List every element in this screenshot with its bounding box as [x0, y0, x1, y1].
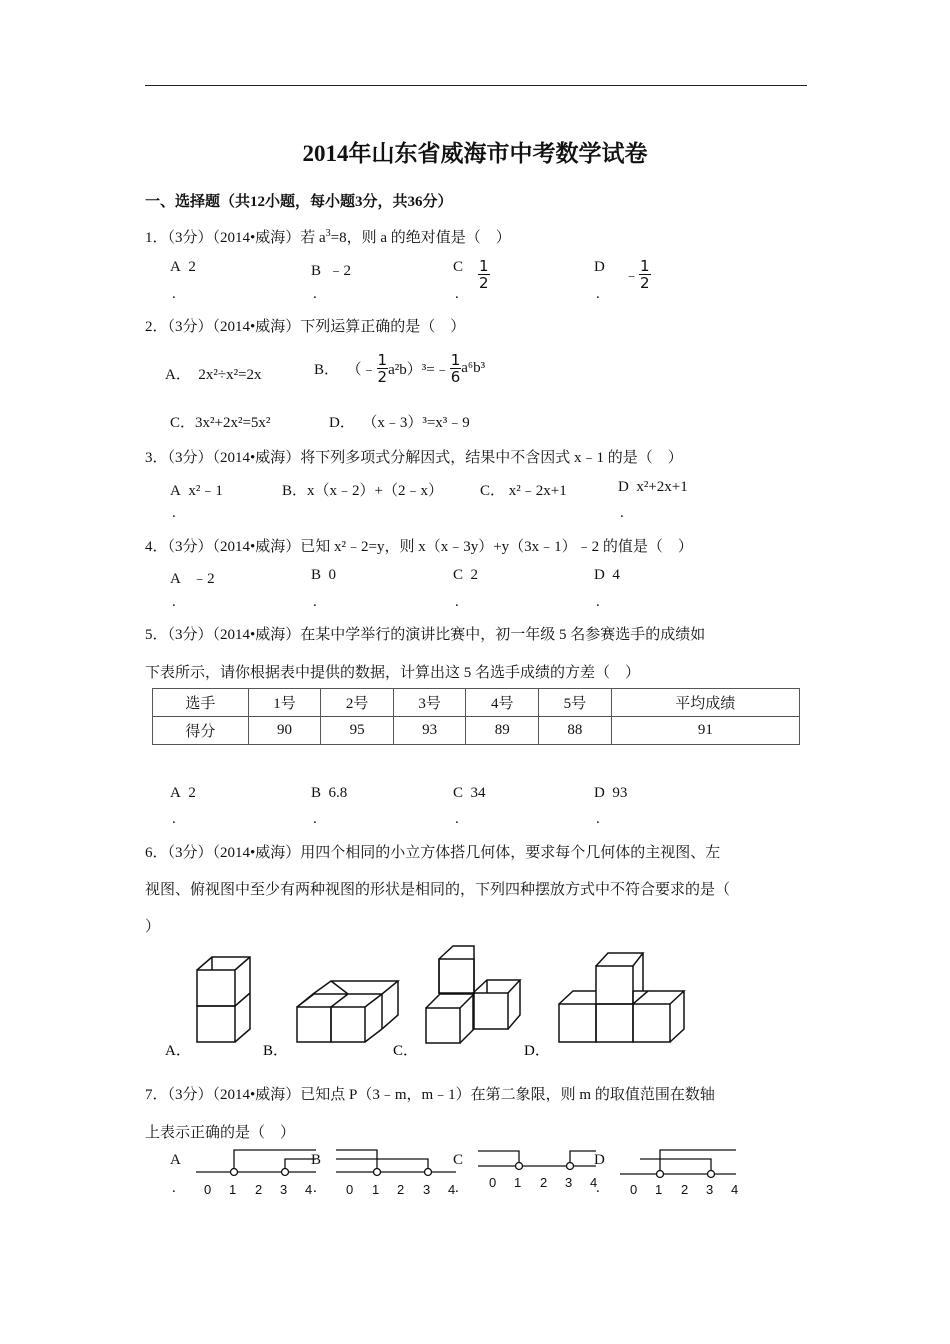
table-cell: 5号	[539, 689, 612, 717]
table-cell: 89	[466, 717, 539, 745]
number-line-d	[620, 1150, 736, 1178]
q4-c-letter: C	[453, 567, 464, 583]
q4-d-value: 4	[612, 567, 620, 583]
question-7-stem-line1: 7．（3分）（2014•威海）已知点 P（3﹣m，m﹣1）在第二象限，则 m 的取值范围在数轴	[145, 1087, 715, 1103]
section-heading: 一、选择题（共12小题，每小题3分，共36分）	[145, 194, 453, 210]
question-5-stem-line1: 5．（3分）（2014•威海）在某中学举行的演讲比赛中，初一年级 5 名参赛选手的成绩如	[145, 627, 706, 643]
q3-option-b[interactable]: B．x（x﹣2）+（2﹣x）	[282, 483, 443, 499]
number-line-d-labels	[630, 1182, 738, 1197]
q4-a-value: ﹣2	[192, 571, 215, 587]
q3-c-expr: x²﹣2x+1	[508, 483, 567, 499]
q1-b-letter: B	[311, 263, 322, 279]
table-cell: 95	[321, 717, 394, 745]
number-line-c-labels	[489, 1175, 597, 1190]
table-cell: 88	[539, 717, 612, 745]
q5-b-dot: .	[313, 811, 317, 827]
tick-label: 1	[514, 1175, 522, 1190]
question-6-stem-line2: 视图、俯视图中至少有两种视图的形状是相同的，下列四种摆放方式中不符合要求的是（	[145, 882, 731, 898]
q7-a-dot: .	[172, 1180, 176, 1196]
q5-b-value: 6.8	[328, 785, 348, 801]
q2-b-open: （﹣	[346, 362, 377, 378]
tick-label: 1	[372, 1182, 380, 1197]
question-7-stem-line2: 上表示正确的是（ ）	[145, 1125, 296, 1141]
q2-c-letter: C．	[170, 415, 196, 431]
tick-label: 2	[540, 1175, 548, 1190]
q1-a-dot: .	[172, 286, 176, 302]
q1-c-dot: .	[455, 286, 459, 302]
q4-a-dot: .	[172, 594, 176, 610]
q5-a-letter: A	[170, 785, 181, 801]
q2-d-letter: D．	[329, 415, 355, 431]
q1-sup: 3	[325, 228, 331, 239]
table-cell: 90	[248, 717, 321, 745]
q1-stem-part: 1．（3分）（2014•威海）若 a	[145, 230, 326, 246]
tick-label: 4	[731, 1182, 739, 1197]
q1-d-dot: .	[596, 286, 600, 302]
tick-label: 0	[489, 1175, 497, 1190]
figure-c-label: C．	[393, 1043, 419, 1059]
q3-d-letter: D	[618, 479, 629, 495]
q2-a-expr: 2x²÷x²=2x	[198, 367, 262, 383]
q4-d-dot: .	[596, 594, 600, 610]
q1-d-sign: ﹣	[624, 268, 640, 284]
q5-c-letter: C	[453, 785, 464, 801]
q5-d-dot: .	[596, 811, 600, 827]
q2-b-den2: 6	[450, 368, 461, 386]
q7-d-dot: .	[596, 1180, 600, 1196]
q2-b-letter: B．	[314, 362, 340, 378]
q7-option-d-letter[interactable]: D	[594, 1152, 605, 1168]
tick-label: 4	[448, 1182, 456, 1197]
q2-b-den1: 2	[377, 368, 388, 386]
question-6-stem-line1: 6．（3分）（2014•威海）用四个相同的小立方体搭几何体，要求每个几何体的主视图、左	[145, 845, 721, 861]
number-line-b	[336, 1150, 456, 1176]
tick-label: 2	[681, 1182, 689, 1197]
question-4-stem: 4．（3分）（2014•威海）已知 x²﹣2=y，则 x（x﹣3y）+y（3x﹣1）﹣2 的值是（ ）	[145, 539, 693, 555]
tick-label: 3	[565, 1175, 573, 1190]
q7-option-b-letter[interactable]: B	[311, 1152, 322, 1168]
q1-c-den: 2	[479, 274, 489, 292]
q7-option-a-letter[interactable]: A	[170, 1152, 181, 1168]
q4-a-letter: A	[170, 571, 181, 587]
question-6-stem-line3: ）	[145, 919, 161, 935]
tick-label: 0	[204, 1182, 212, 1197]
q2-b-num1: 1	[377, 351, 388, 369]
q4-c-value: 2	[470, 567, 479, 583]
tick-label: 3	[423, 1182, 431, 1197]
page-title: 2014年山东省威海市中考数学试卷	[302, 141, 648, 166]
q1-a-value: 2	[188, 259, 196, 275]
q1-a-letter: A	[170, 259, 181, 275]
tick-label: 4	[590, 1175, 598, 1190]
q5-b-letter: B	[311, 785, 322, 801]
q1-d-den: 2	[640, 274, 650, 292]
q2-b-mid: a²b）³=﹣	[388, 362, 450, 378]
q1-d-letter: D	[594, 259, 605, 275]
q4-b-dot: .	[313, 594, 317, 610]
tick-label: 1	[655, 1182, 663, 1197]
q4-b-value: 0	[328, 567, 337, 583]
q1-b-dot: .	[313, 286, 317, 302]
q1-c-letter: C	[453, 259, 464, 275]
q3-a-expr: x²﹣1	[188, 483, 223, 499]
q7-c-dot: .	[455, 1180, 459, 1196]
tick-label: 3	[706, 1182, 714, 1197]
q2-c-expr: 3x²+2x²=5x²	[195, 415, 271, 431]
q5-a-dot: .	[172, 811, 176, 827]
q3-d-expr: x²+2x+1	[636, 479, 688, 495]
tick-label: 2	[397, 1182, 405, 1197]
number-line-a-labels	[204, 1182, 312, 1197]
q1-stem-part2: =8，则 a 的绝对值是（ ）	[330, 230, 511, 246]
q5-d-value: 93	[612, 785, 628, 801]
tick-label: 0	[346, 1182, 354, 1197]
table-cell: 91	[611, 717, 799, 745]
figure-b-label: B．	[263, 1043, 289, 1059]
question-5-stem-line2: 下表所示，请你根据表中提供的数据，计算出这 5 名选手成绩的方差（ ）	[145, 665, 641, 681]
q7-option-c-letter[interactable]: C	[453, 1152, 464, 1168]
q1-d-num: 1	[640, 257, 650, 275]
tick-label: 4	[305, 1182, 313, 1197]
q4-c-dot: .	[455, 594, 459, 610]
q2-a-letter: A．	[165, 367, 191, 383]
tick-label: 1	[229, 1182, 237, 1197]
number-line-c	[478, 1151, 596, 1170]
q1-c-num: 1	[479, 257, 489, 275]
q7-b-dot: .	[313, 1180, 317, 1196]
q3-a-letter: A	[170, 483, 181, 499]
q5-c-value: 34	[470, 785, 486, 801]
q1-b-value: ﹣2	[328, 263, 352, 279]
tick-label: 2	[255, 1182, 263, 1197]
q5-a-value: 2	[188, 785, 196, 801]
figure-d-label: D．	[524, 1043, 550, 1059]
q3-c-letter: C．	[480, 483, 506, 499]
table-cell: 2号	[321, 689, 394, 717]
table-cell: 93	[393, 717, 466, 745]
table-cell: 1号	[248, 689, 321, 717]
tick-label: 0	[630, 1182, 638, 1197]
q2-b-end: a⁶b³	[461, 360, 486, 376]
q2-d-expr: （x﹣3）³=x³﹣9	[362, 415, 470, 431]
table-cell: 平均成绩	[611, 689, 799, 717]
q3-d-dot: .	[620, 505, 624, 521]
question-2-stem: 2．（3分）（2014•威海）下列运算正确的是（ ）	[145, 319, 466, 335]
table-cell: 得分	[153, 717, 249, 745]
table-cell: 4号	[466, 689, 539, 717]
q4-b-letter: B	[311, 567, 322, 583]
q2-b-num2: 1	[450, 351, 461, 369]
tick-label: 3	[280, 1182, 288, 1197]
q5-d-letter: D	[594, 785, 605, 801]
table-cell: 3号	[393, 689, 466, 717]
question-3-stem: 3．（3分）（2014•威海）将下列多项式分解因式，结果中不含因式 x﹣1 的是（ ）	[145, 450, 683, 466]
q4-d-letter: D	[594, 567, 605, 583]
table-cell: 选手	[153, 689, 249, 717]
figure-a-label: A．	[165, 1043, 191, 1059]
q5-c-dot: .	[455, 811, 459, 827]
number-line-b-labels	[346, 1182, 455, 1197]
q3-a-dot: .	[172, 505, 176, 521]
number-line-a	[196, 1150, 316, 1176]
